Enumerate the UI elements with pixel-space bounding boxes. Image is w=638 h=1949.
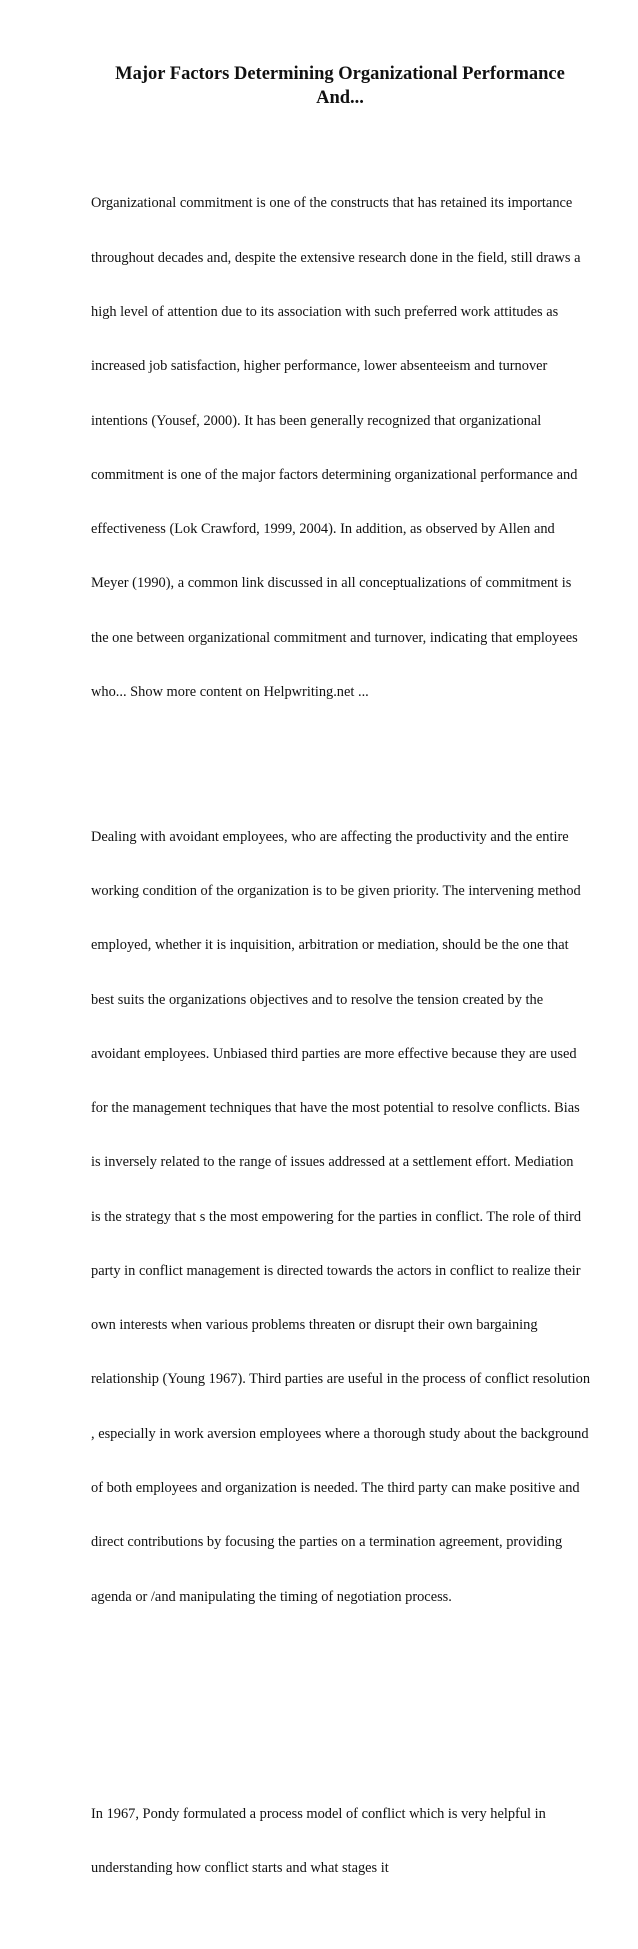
title-line-1: Major Factors Determining Organizational Performance [115, 64, 565, 84]
paragraph-line: is the strategy that s the most empowering for the parties in conflict. The role of third [91, 1208, 582, 1225]
paragraph-line: avoidant employees. Unbiased third parties are more effective because they are used [91, 1045, 577, 1062]
paragraph-1 [91, 158, 601, 737]
paragraph-line: Organizational commitment is one of the constructs that has retained its importance [91, 195, 573, 212]
paragraph-3 [91, 1769, 601, 1914]
paragraph-line: relationship (Young 1967). Third parties are useful in the process of conflict resolution [91, 1371, 591, 1388]
paragraph-line: for the management techniques that have the most potential to resolve conflicts. Bias [91, 1100, 580, 1117]
paragraph-line: who... Show more content on Helpwriting.net ... [91, 683, 369, 700]
paragraph-line: In 1967, Pondy formulated a process model of conflict which is very helpful in [91, 1805, 546, 1822]
paragraph-line: own interests when various problems threaten or disrupt their own bargaining [91, 1317, 538, 1334]
paragraph-line: party in conflict management is directed towards the actors in conflict to realize their [91, 1262, 581, 1279]
paragraph-line: throughout decades and, despite the extensive research done in the field, still draws a [91, 249, 581, 266]
paragraph-line: increased job satisfaction, higher performance, lower absenteeism and turnover [91, 358, 548, 375]
title-line-2: And... [316, 88, 364, 108]
article-body [91, 122, 601, 1949]
paragraph-line: of both employees and organization is needed. The third party can make positive and [91, 1480, 580, 1497]
paragraph-line: employed, whether it is inquisition, arbitration or mediation, should be the one that [91, 937, 569, 954]
paragraph-spacer [91, 1696, 601, 1714]
paragraph-line: direct contributions by focusing the parties on a termination agreement, providing [91, 1534, 563, 1551]
paragraph-line: agenda or /and manipulating the timing of negotiation process. [91, 1588, 452, 1605]
paragraph-line: , especially in work aversion employees where a thorough study about the background [91, 1425, 589, 1442]
paragraph-line: Dealing with avoidant employees, who are affecting the productivity and the entire [91, 828, 569, 845]
paragraph-line: the one between organizational commitment and turnover, indicating that employees [91, 629, 578, 646]
paragraph-line: is inversely related to the range of issues addressed at a settlement effort. Mediation [91, 1154, 574, 1171]
paragraph-line: effectiveness (Lok Crawford, 1999, 2004). In addition, as observed by Allen and [91, 521, 555, 538]
paragraph-line: intentions (Yousef, 2000). It has been generally recognized that organizational [91, 412, 542, 429]
page-title [60, 62, 620, 110]
paragraph-line: understanding how conflict starts and what stages it [91, 1860, 389, 1876]
paragraph-line: working condition of the organization is to be given priority. The intervening method [91, 882, 581, 899]
paragraph-line: commitment is one of the major factors determining organizational performance and [91, 466, 578, 483]
paragraph-line: Meyer (1990), a common link discussed in all conceptualizations of commitment is [91, 575, 572, 592]
paragraph-line: high level of attention due to its association with such preferred work attitudes as [91, 303, 559, 320]
paragraph-line: best suits the organizations objectives and to resolve the tension created by the [91, 991, 544, 1008]
paragraph-2 [91, 791, 601, 1641]
